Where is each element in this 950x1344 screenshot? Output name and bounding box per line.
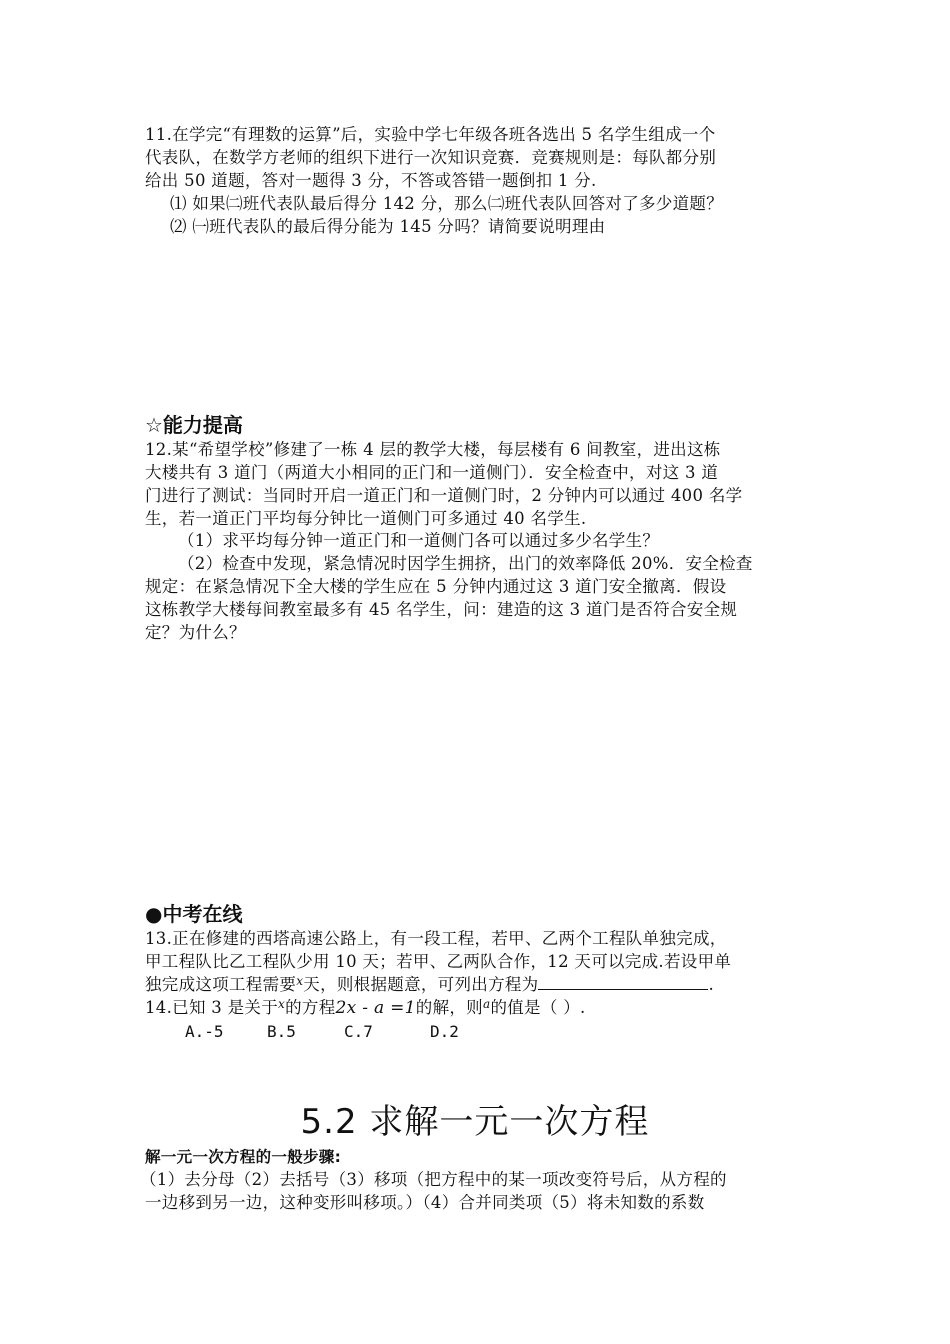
steps-line-1: （1）去分母（2）去括号（3）移项（把方程中的某一项改变符号后，从方程的	[140, 1170, 727, 1189]
q13-line-2: 甲工程队比乙工程队少用 10 天；若甲、乙两队合作，12 天可以完成.若设甲单	[145, 952, 732, 971]
q11-line-1: 11.在学完“有理数的运算”后，实验中学七年级各班各选出 5 名学生组成一个	[145, 125, 716, 144]
section-heading-ability: ☆能力提高	[145, 413, 243, 437]
q14-text-b: 的方程	[285, 998, 336, 1017]
q11-line-3: 给出 50 道题，答对一题得 3 分，不答或答错一题倒扣 1 分.	[145, 171, 597, 190]
q12-line-4: 生，若一道正门平均每分钟比一道侧门可多通过 40 名学生.	[145, 509, 587, 528]
q14-text-d: 的值是（ ）.	[490, 998, 586, 1017]
q11-line-2: 代表队，在数学方老师的组织下进行一次知识竞赛．竞赛规则是：每队都分别	[145, 148, 717, 167]
variable-a: a	[482, 997, 491, 1011]
steps-heading: 解一元一次方程的一般步骤:	[145, 1148, 342, 1166]
q14-option-d: D.2	[430, 1022, 459, 1041]
q14-option-c: C.7	[344, 1022, 373, 1041]
q14-option-b: B.5	[267, 1022, 296, 1041]
variable-x: x	[296, 974, 304, 988]
q12-line-3: 门进行了测试：当同时开启一道正门和一道侧门时，2 分钟内可以通过 400 名学	[145, 486, 743, 505]
section-heading-exam: ●中考在线	[145, 902, 243, 926]
steps-line-2: 一边移到另一边，这种变形叫移项。）（4）合并同类项（5）将未知数的系数	[145, 1193, 705, 1212]
q13-line-1: 13.正在修建的西塔高速公路上，有一段工程，若甲、乙两个工程队单独完成，	[145, 929, 727, 948]
q11-sub-1: ⑴ 如果㈡班代表队最后得分 142 分，那么㈡班代表队回答对了多少道题？	[170, 194, 724, 213]
q12-sub-1: （1）求平均每分钟一道正门和一道侧门各可以通过多少名学生？	[178, 531, 660, 550]
q12-sub-2-line-3: 这栋教学大楼每间教室最多有 45 名学生，问：建造的这 3 道门是否符合安全规	[145, 600, 738, 619]
chapter-title: 5.2 求解一元一次方程	[300, 1102, 650, 1142]
q12-sub-2-line-2: 规定：在紧急情况下全大楼的学生应在 5 分钟内通过这 3 道门安全撤离．假设	[145, 577, 727, 596]
q12-line-2: 大楼共有 3 道门（两道大小相同的正门和一道侧门）．安全检查中，对这 3 道	[145, 463, 719, 482]
q14-text-c: 的解，则	[415, 998, 483, 1017]
q14-line	[145, 997, 586, 1020]
q14-equation: 2x - a =1	[335, 998, 416, 1018]
q12-sub-2-line-1: （2）检查中发现，紧急情况时因学生拥挤，出门的效率降低 20%．安全检查	[178, 554, 753, 573]
q14-text-a: 14.已知 3 是关于	[145, 998, 279, 1017]
q13-line-3-text-b: 天，则根据题意，可列出方程为	[303, 975, 539, 994]
q12-line-1: 12.某“希望学校”修建了一栋 4 层的教学大楼，每层楼有 6 间教室，进出这栋	[145, 440, 721, 459]
q12-sub-2-line-4: 定？为什么？	[145, 623, 246, 642]
answer-blank[interactable]	[538, 975, 708, 990]
q14-option-a: A.-5	[185, 1022, 224, 1041]
q13-line-3-text-a: 独完成这项工程需要	[145, 975, 297, 994]
q13-line-3	[145, 974, 714, 997]
q13-line-3-end: .	[708, 975, 715, 994]
q11-sub-2: ⑵ ㈠班代表队的最后得分能为 145 分吗？请简要说明理由	[170, 217, 606, 236]
variable-x: x	[278, 997, 286, 1011]
